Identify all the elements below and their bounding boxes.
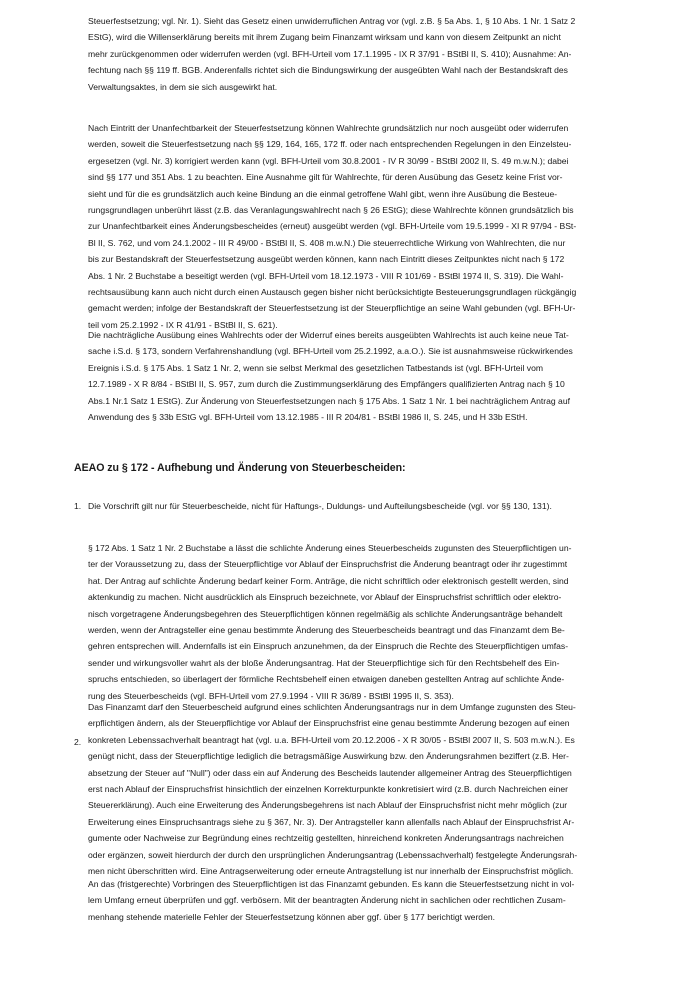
text-line: rechtsausübung kann auch nicht durch einen Austausch gegen bisher nicht berücksichtigte Besteuerungsgrundlagen rückgängig xyxy=(88,287,577,298)
list-number-1: 1. xyxy=(74,501,82,511)
list-item-2-paragraph-1 xyxy=(88,540,618,704)
text-line: An das (fristgerechte) Vorbringen des Steuerpflichtigen ist das Finanzamt gebunden. Es kann die Steuerfestsetzung nicht in vol- xyxy=(88,879,575,889)
text-line: ter der Voraussetzung zu, dass der Steuerpflichtige vor Ablauf der Einspruchsfrist die Änderung beantragt oder ihr zugestimmt xyxy=(88,559,568,570)
list-item-1-line: Die Vorschrift gilt nur für Steuerbescheide, nicht für Haftungs-, Duldungs- und Aufteilungsbescheide (vgl. vor §§ 130, 131). xyxy=(88,501,552,511)
text-line: sache i.S.d. § 173, sondern Verfahrenshandlung (vgl. BFH-Urteil vom 25.2.1992, a.a.O.). Sie ist ausnahmsweise rückwirkendes xyxy=(88,346,573,357)
text-line: konkreten Lebenssachverhalt beantragt hat (vgl. u.a. BFH-Urteil vom 20.12.2006 - X R 30/05 - BStBl 2007 II, S. 503 m.w.N.). Es xyxy=(88,734,575,745)
text-line: ergesetzen (vgl. Nr. 3) korrigiert werden kann (vgl. BFH-Urteil vom 30.8.2001 - IV R 30/99 - BStBl 2002 II, S. 49 m.w.N.); dabei xyxy=(88,155,569,166)
text-line: lem Umfang erneut überprüfen und ggf. verbösern. Mit der beantragten Änderung nicht in sachlichen oder rechtlichen Zusam- xyxy=(88,895,566,906)
text-line: § 172 Abs. 1 Satz 1 Nr. 2 Buchstabe a lässt die schlichte Änderung eines Steuerbescheids zugunsten des Steuerpflichtigen un- xyxy=(88,543,572,553)
text-line: Bl II, S. 762, und vom 24.1.2002 - III R 49/00 - BStBl II, S. 408 m.w.N.) Die steuerrechtliche Wirkung von Wahlrechten, die nur xyxy=(88,237,566,248)
text-line: Nach Eintritt der Unanfechtbarkeit der Steuerfestsetzung können Wahlrechte grundsätzlich nur noch ausgeübt oder widerrufen xyxy=(88,123,569,133)
list-number-2: 2. xyxy=(74,737,82,747)
text-line: Verwaltungsaktes, in dem sie sich ausgewirkt hat. xyxy=(88,81,278,92)
text-line: Ereignis i.S.d. § 175 Abs. 1 Satz 1 Nr. 2, wenn sie selbst Merkmal des gesetzlichen Tatbestands ist (vgl. BFH-Urteil vom xyxy=(88,362,544,373)
text-line: rungsgrundlagen unberührt lässt (z.B. das Veranlagungswahlrecht nach § 26 EStG); diese Wahlrechte können grundsätzlich bis xyxy=(88,205,574,216)
text-line: Abs.1 Nr.1 Satz 1 EStG). Zur Änderung von Steuerfestsetzungen nach § 175 Abs. 1 Satz 1 Nr. 1 bei nachträglichem Antrag auf xyxy=(88,395,571,406)
section-heading: AEAO zu § 172 - Aufhebung und Änderung von Steuerbescheiden: xyxy=(74,462,406,474)
text-line: 12.7.1989 - X R 8/84 - BStBl II, S. 957, zum durch die Zustimmungserklärung des Empfängers qualifizierten Antrag nach § 10 xyxy=(88,379,565,390)
text-line: Abs. 1 Nr. 2 Buchstabe a beseitigt werden (vgl. BFH-Urteil vom 18.12.1973 - VIII R 101/69 - BStBl 1974 II, S. 319). Die Wahl- xyxy=(88,270,564,281)
text-line: Die nachträgliche Ausübung eines Wahlrechts oder der Widerruf eines bereits ausgeübten Wahlrechts ist auch keine neue Tat- xyxy=(88,330,569,340)
text-line: gemacht werden; infolge der Bestandskraft der Steuerfestsetzung ist der Steuerpflichtige an seine Wahl gebunden (vgl. BFH-Ur- xyxy=(88,303,576,314)
list-item-2-paragraph-3 xyxy=(88,876,618,925)
text-line: zur Unanfechtbarkeit eines Änderungsbescheides (erneut) ausgeübt werden (vgl. BFH-Urteile vom 19.5.1999 - XI R 97/94 - BSt- xyxy=(88,221,577,232)
list-item-1-text xyxy=(88,498,618,514)
text-line: sind §§ 177 und 351 Abs. 1 zu beachten. Eine Ausnahme gilt für Wahlrechte, für deren Ausübung das Gesetz keine Frist vor- xyxy=(88,172,563,183)
text-line: oder ergänzen, soweit hierdurch der durch den ursprünglichen Änderungsantrag (Lebenssachverhalt) festgelegte Änderungsrah- xyxy=(88,849,578,860)
text-line: bis zur Bestandskraft der Steuerfestsetzung ausgeübt werden können, kann nach Eintritt dieses Zeitpunktes nicht nach § 172 xyxy=(88,254,565,265)
text-line: Erweiterung eines Einspruchsantrags siehe zu § 367, Nr. 3). Der Antragsteller kann allenfalls nach Ablauf der Einspruchsfrist Ar- xyxy=(88,816,575,827)
text-line: absetzung der Steuer auf "Null") oder dass ein auf Änderung des Bescheids lautender allgemeiner Antrag des Steuerpflichtigen xyxy=(88,767,572,778)
text-line: sieht und für die es grundsätzlich auch keine Bindung an die einmal getroffene Wahl gibt, wenn ihre Ausübung die Besteue- xyxy=(88,188,558,199)
paragraph-nachtraegliche-ausuebung xyxy=(88,327,618,425)
text-line: erst nach Ablauf der Einspruchsfrist hinsichtlich der einzelnen Korrekturpunkte konkretisiert wird (z.B. durch Nachreichen einer xyxy=(88,784,569,795)
text-line: genügt nicht, dass der Steuerpflichtige lediglich die betragsmäßige Auswirkung bzw. den Änderungsrahmen beziffert (z.B. Her- xyxy=(88,751,569,762)
text-line: aktenkundig zu machen. Nicht ausdrücklich als Einspruch bezeichnete, vor Ablauf der Einspruchsfrist schriftlich oder elektro- xyxy=(88,592,562,603)
text-line: Steuererklärung). Auch eine Erweiterung des Änderungsbegehrens ist nach Ablauf der Einspruchsfrist nicht mehr möglich (zur xyxy=(88,800,568,811)
text-line: rung des Steuerbescheids (vgl. BFH-Urteil vom 27.9.1994 - VIII R 36/89 - BStBl 1995 II, S. 353). xyxy=(88,690,454,701)
text-line: gehren entsprechen will. Andernfalls ist ein Einspruch anzunehmen, da der Einspruch die Rechte des Steuerpflichtigen umfas- xyxy=(88,641,569,652)
list-item-2-paragraph-2 xyxy=(88,699,618,879)
text-line: Anwendung des § 33b EStG vgl. BFH-Urteil vom 13.12.1985 - III R 204/81 - BStBl 1986 II, S. 245, und H 33b EStH. xyxy=(88,412,528,423)
text-line: werden, soweit die Steuerfestsetzung nach §§ 129, 164, 165, 172 ff. oder nach entsprechenden Regelungen in den Einzelsteu- xyxy=(88,139,572,150)
text-line: menhang stehende materielle Fehler der Steuerfestsetzung können aber ggf. über § 177 berichtigt werden. xyxy=(88,911,496,922)
text-line: erpflichtigen ändern, als der Steuerpflichtige vor Ablauf der Einspruchsfrist eine genau bestimmte Änderung bezogen auf einen xyxy=(88,718,570,729)
text-line: spruchs entschieden, so überlagert der förmliche Rechtsbehelf einen etwaigen daneben gestellten Antrag auf schlichte Ände- xyxy=(88,674,565,685)
text-line: teil vom 25.2.1992 - IX R 41/91 - BStBl II, S. 621). xyxy=(88,319,278,330)
text-line: Das Finanzamt darf den Steuerbescheid aufgrund eines schlichten Änderungsantrags nur in dem Umfange zugunsten des Steu- xyxy=(88,702,576,712)
text-line: sender und wirkungsvoller wahrt als der bloße Änderungsantrag. Hat der Steuerpflichtige sich für den Rechtsbehelf des Ein- xyxy=(88,657,560,668)
text-line: men nicht überschritten wird. Eine Antragserweiterung oder erneute Antragstellung ist nur innerhalb der Einspruchsfrist möglich. xyxy=(88,866,574,877)
text-line: werden, wenn der Antragsteller eine genau bestimmte Änderung des Steuerbescheids beantragt und das Finanzamt dem Be- xyxy=(88,625,565,636)
text-line: mehr zurückgenommen oder widerrufen werden (vgl. BFH-Urteil vom 17.1.1995 - IX R 37/91 - BStBl II, S. 410); Ausnahme: An- xyxy=(88,48,572,59)
paragraph-unanfechtbarkeit xyxy=(88,120,618,333)
paragraph-wahlrecht-bindung xyxy=(88,13,618,95)
text-line: hat. Der Antrag auf schlichte Änderung bedarf keiner Form. Anträge, die nicht schriftlich oder elektronisch gestellt werden, sind xyxy=(88,575,569,586)
text-line: fechtung nach §§ 119 ff. BGB. Anderenfalls richtet sich die Bindungswirkung der ausgeübten Wahl nach der Bestandskraft des xyxy=(88,65,568,76)
text-line: EStG), wird die Willenserklärung bereits mit ihrem Zugang beim Finanzamt wirksam und kann von diesem Zeitpunkt an nicht xyxy=(88,32,561,43)
text-line: gumente oder Nachweise zur Begründung eines rechtzeitig gestellten, hinreichend konkreten Änderungsantrags nachreichen xyxy=(88,833,564,844)
text-line: nisch vorgetragene Änderungsbegehren des Steuerpflichtigen können regelmäßig als schlichte Änderungsanträge behandelt xyxy=(88,608,563,619)
text-line: Steuerfestsetzung; vgl. Nr. 1). Sieht das Gesetz einen unwiderruflichen Antrag vor (vgl. z.B. § 5a Abs. 1, § 10 Abs. 1 Nr. 1 Satz 2 xyxy=(88,16,576,26)
